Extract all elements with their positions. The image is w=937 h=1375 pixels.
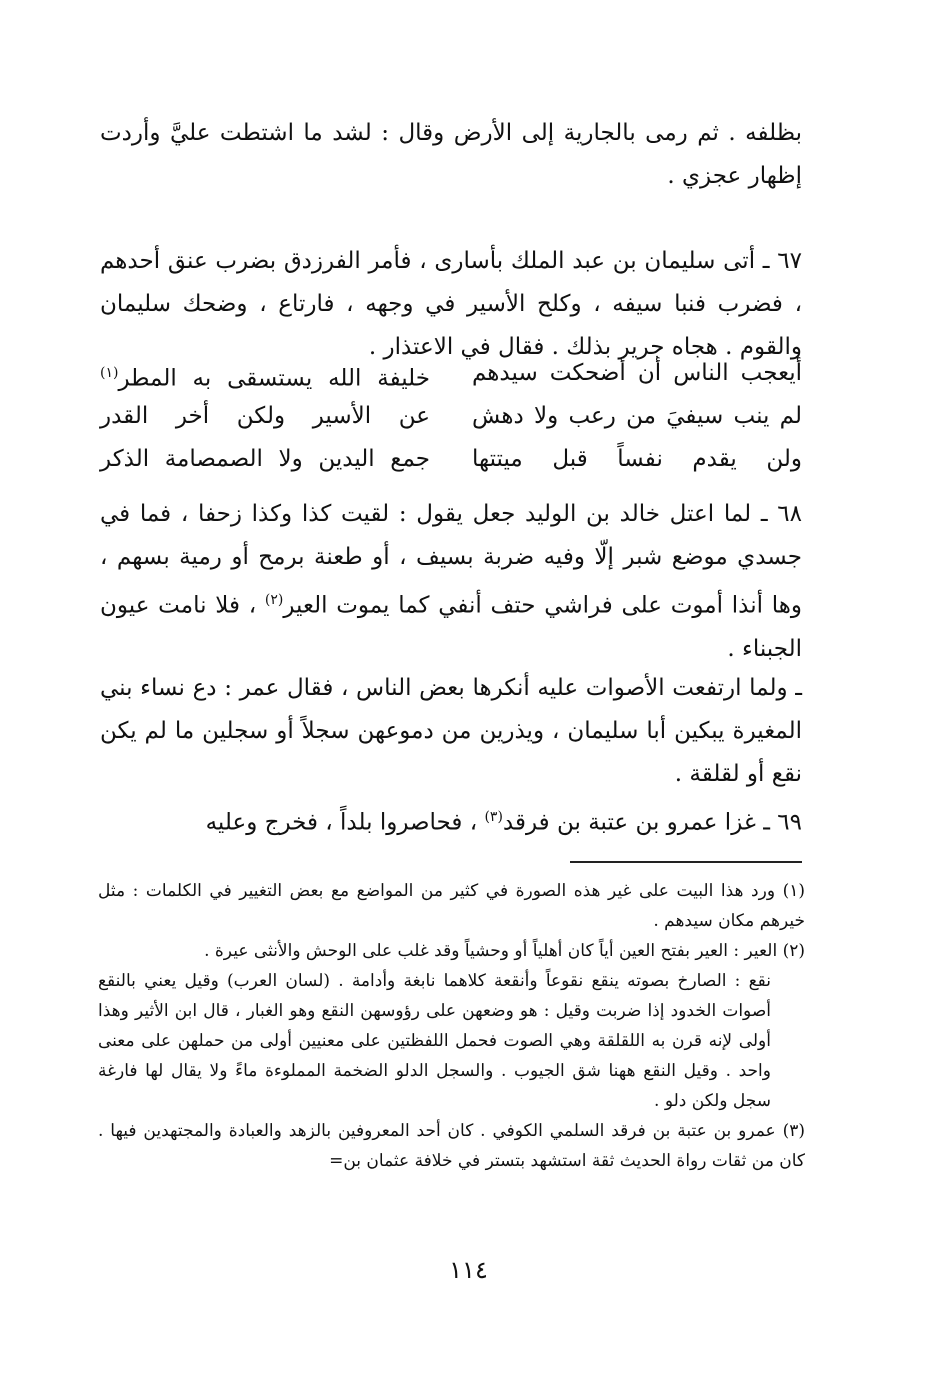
footnote-2 [98,936,805,966]
paragraph-67: ٦٧ ـ أتى سليمان بن عبد الملك بأسارى ، فأمر الفرزدق بضرب عنق أحدهم ، فضرب فنبا سيفه ، وكلح الأسير في وجهه ، فارتاع ، وضحك سليمان والقوم . هجاه جرير بذلك . فقال في الاعتذار . [100,248,802,360]
poem-block [100,352,802,481]
page-number: ١١٤ [449,1256,488,1284]
paragraph-69-text-b: ، فحاصروا بلداً ، فخرج وعليه [205,809,485,836]
poem-verse-2 [100,395,802,438]
paragraph-continuation: بظلفه . ثم رمى بالجارية إلى الأرض وقال : لشد ما اشتطت عليَّ وأردت إظهار عجزي . [100,120,802,189]
footnote-2-continued: نقع : الصارخ بصوته ينقع نقوعاً وأنقعة كلاهما نابغة وأدامة . (لسان العرب) وقيل يعني بالنقع أصوات الخدود إذا ضربت وقيل : هو وضعهن على رؤوسهن النقع وهو الغبار ، قال ابن الأثير وهذا أولى لإنه قرن به اللقلقة وهي الصوت فحمل اللفظتين على معنيين أولى من حملهن على معنى واحد . وقيل النقع ههنا شق الجيوب . والسجل الدلو الضخمة المملوءة ماءً ولا يقال لها فارغة سجل ولكن دلو . [98,971,771,1111]
footnote-divider [570,861,802,863]
footnote-3 [98,1116,805,1176]
footnote-1-text: ورد هذا البيت على غير هذه الصورة في كثير من المواضع مع بعض التغيير في الكلمات : مثل خيرهم مكان سيدهم . [98,881,805,931]
footnote-1-number: (١) [782,881,805,901]
paragraph-68-text-b: ، فلا نامت عيون الجبناء . [100,592,802,662]
paragraph-69 [100,796,802,845]
poem-verse-1 [100,352,802,395]
poem-verse-2-second-hemistich: عن الأسير ولكن أخر القدر [100,403,430,429]
footnote-2-text-a: العير : العير بفتح العين أياً كان أهلياً أو وحشياً وقد غلب على الوحش والأنثى عيرة . [204,941,778,961]
paragraph-69-text-a: ٦٩ ـ غزا عمرو بن عتبة بن فرقد [502,809,802,836]
paragraph-68 [100,493,802,671]
footnote-2-number: (٢) [782,941,805,961]
poem-verse-3-second-hemistich: جمع اليدين ولا الصمصامة الذكر [100,446,430,472]
poem-verse-1-first-hemistich: أيعجب الناس أن أضحكت سيدهم [472,360,802,386]
footnote-3-number: (٣) [782,1121,805,1141]
paragraph-umar: ـ ولما ارتفعت الأصوات عليه أنكرها بعض الناس ، فقال عمر : دع نساء بني المغيرة يبكين أبا سليمان ، ويذرين من دموعهن سجلاً أو سجلين ما لم يكن نقع أو لقلقة . [100,675,802,787]
poem-verse-1-second-text: خليفة الله يستسقى به المطر [118,365,430,392]
poem-verse-2-first-hemistich: لم ينب سيفيَ من رعب ولا دهش [472,403,802,429]
footnote-3-text: عمرو بن عتبة بن فرقد السلمي الكوفي . كان أحد المعروفين بالزهد والعبادة والمجتهدين فيها . كان من ثقات رواة الحديث ثقة استشهد بتستر في خلافة عثمان بن= [98,1121,805,1171]
paragraph-68-text-a: ٦٨ ـ لما اعتل خالد بن الوليد جعل يقول : لقيت كذا وكذا زحفا ، فما في جسدي موضع شبر إلّا وفيه ضربة بسيف ، أو طعنة برمح أو رمية بسهم ، وها أنذا أموت على فراشي حتف أنفي كما يموت العير [100,501,802,619]
footnote-ref-1: (١) [100,365,119,381]
poem-verse-1-second-hemistich [100,352,430,395]
footnote-ref-3: (٣) [484,809,503,825]
footnotes-section [98,876,805,1176]
poem-verse-3 [100,438,802,481]
footnote-ref-2: (٢) [264,592,284,608]
poem-verse-3-first-hemistich: ولن يقدم نفساً قبل ميتتها [472,446,802,472]
footnote-1 [98,876,805,936]
